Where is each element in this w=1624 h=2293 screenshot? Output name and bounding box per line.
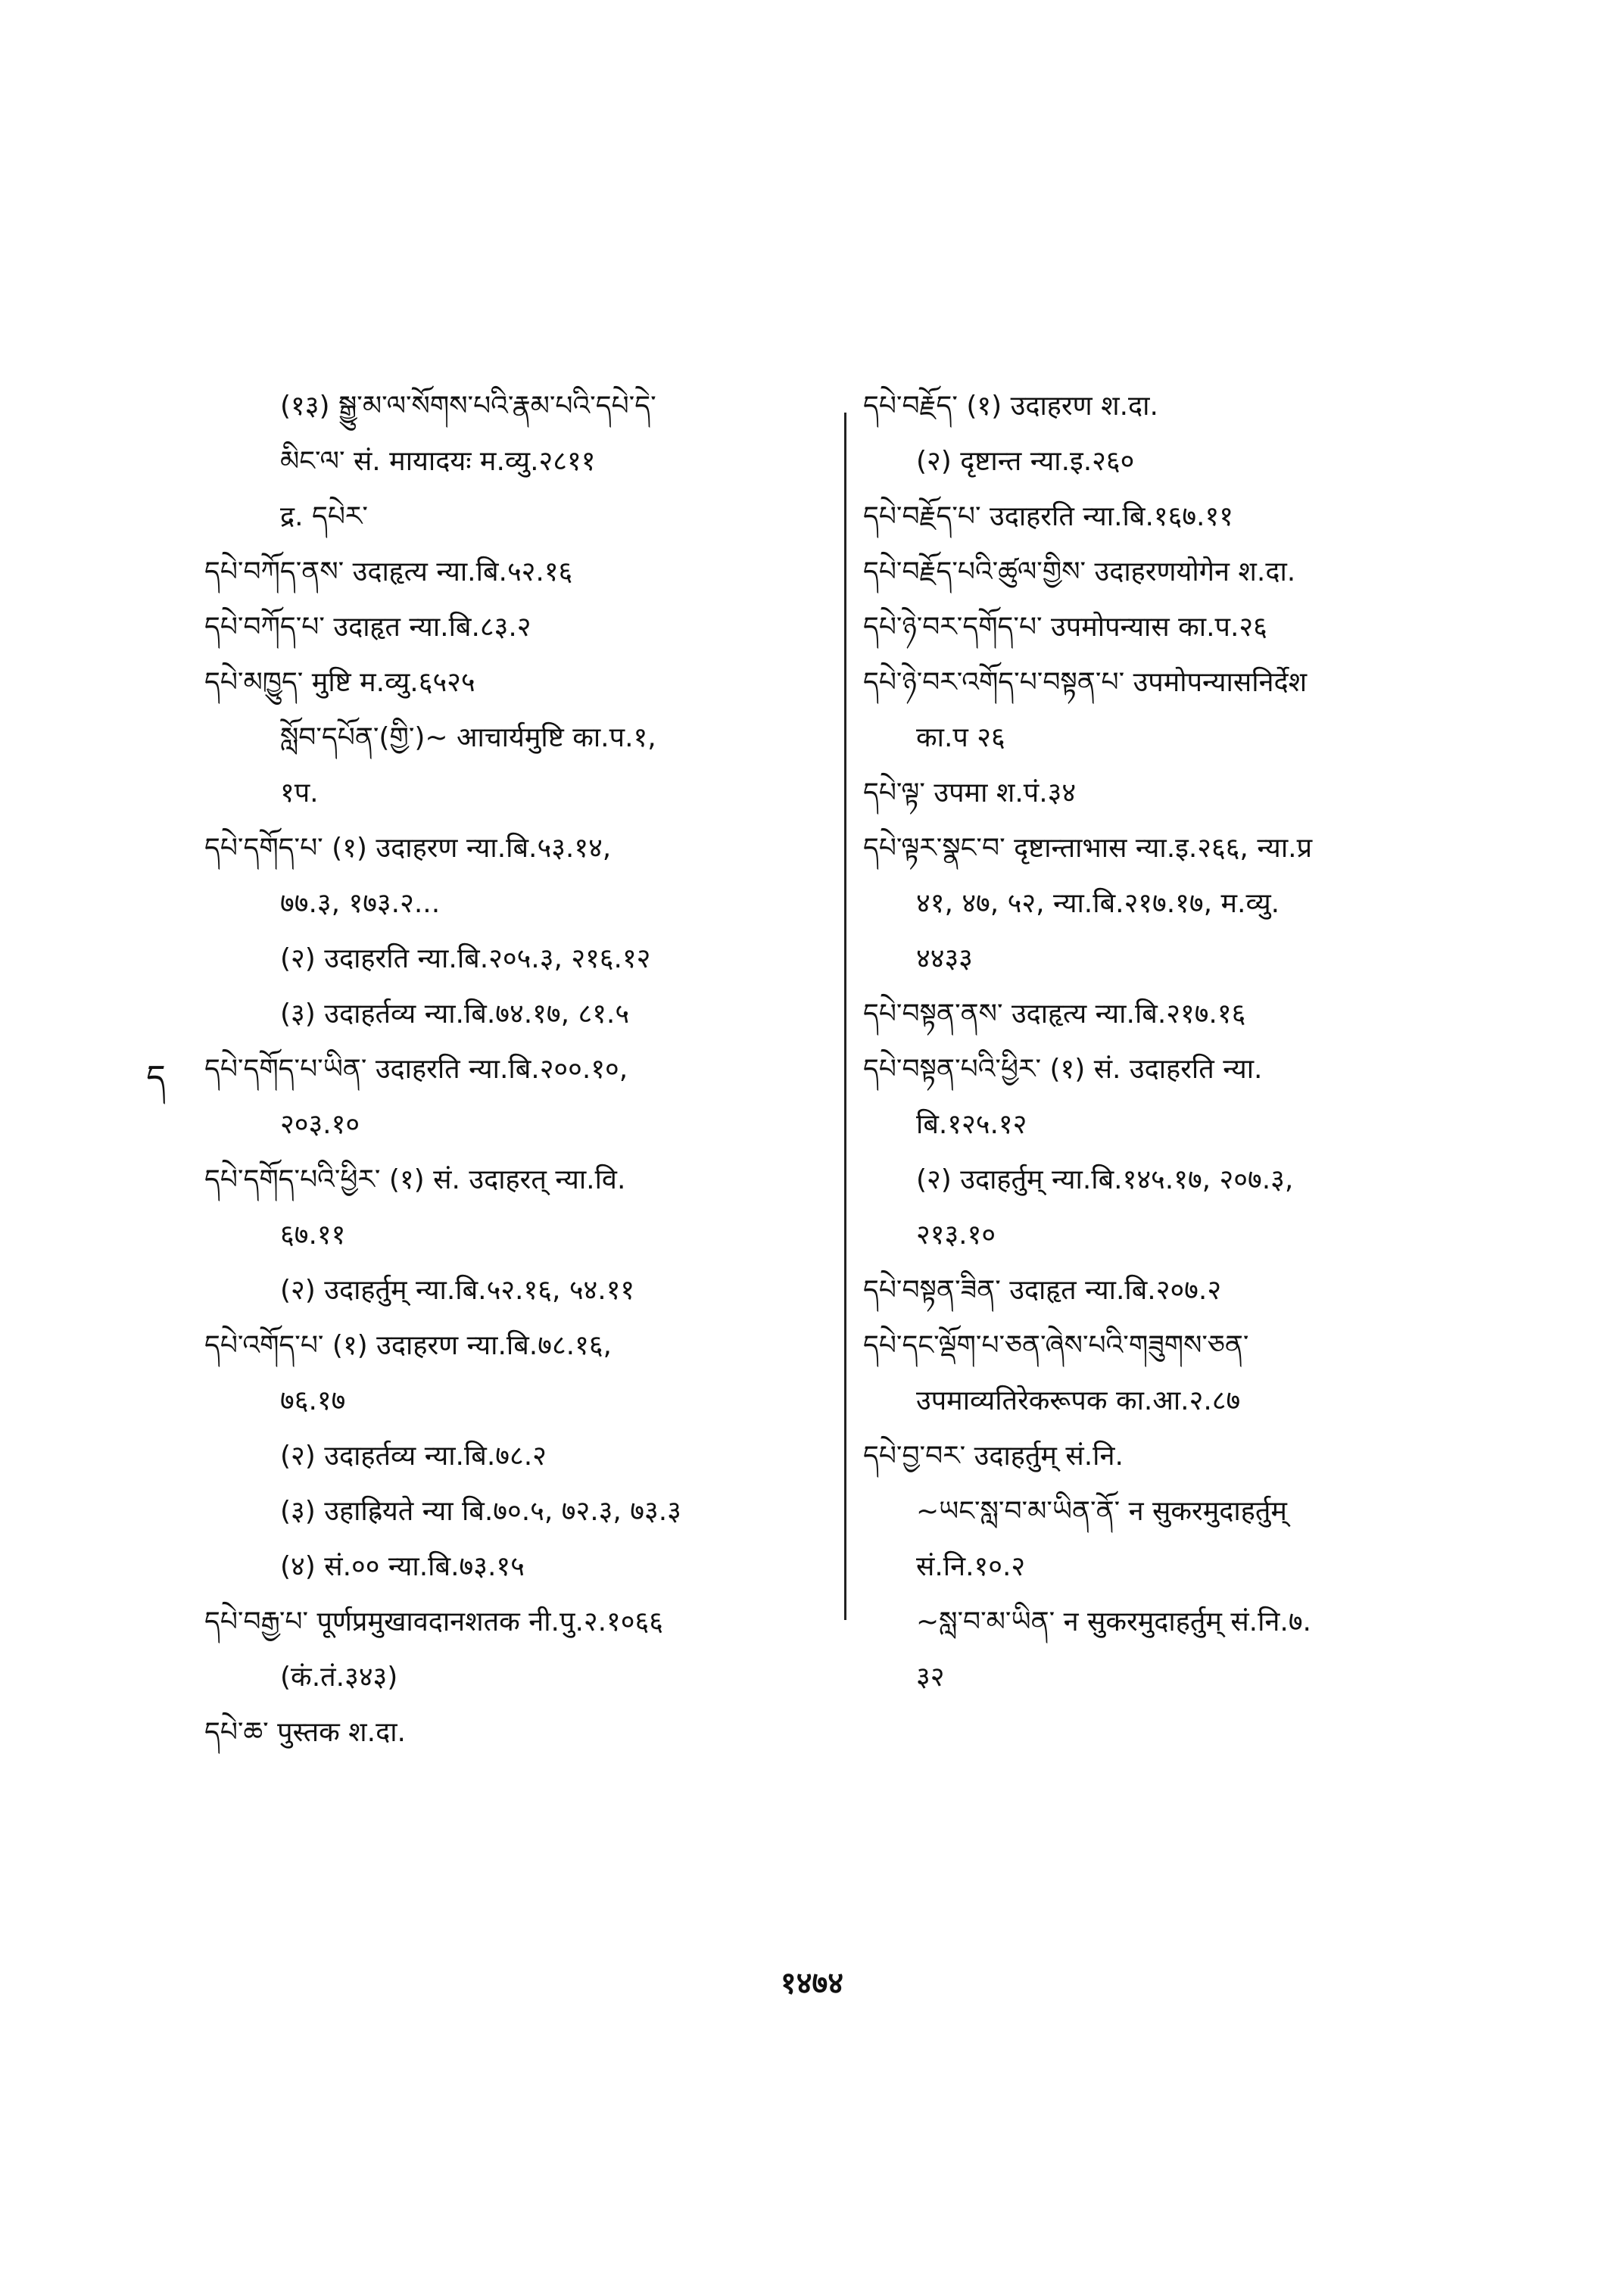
- entry-line: དཔེ་དགོད་པ་ཡིན་ उदाहरति न्या.बि.२००.१०,: [204, 1054, 628, 1085]
- entry-line: (२) उदाहर्तुम् न्या.बि.५२.१६, ५४.११: [280, 1275, 635, 1306]
- entry-line: དཔེ་འགོད་པ་ (१) उदाहरण न्या.बि.७८.१६,: [204, 1330, 612, 1361]
- entry-line: ४४३३: [916, 943, 973, 974]
- entry-line: མིང་ལ་ सं. मायादयः म.व्यु.२८११: [280, 446, 596, 477]
- entry-line: ~ཡང་སླ་བ་མ་ཡིན་ནོ་ न सुकरमुदाहर्तुम्: [916, 1496, 1287, 1527]
- entry-line: དཔེ་བརྗོད་པ་ उदाहरति न्या.बि.१६७.११: [863, 501, 1233, 532]
- entry-line: ७७.३, १७३.२...: [280, 888, 441, 919]
- entry-line: ६७.११: [280, 1220, 346, 1251]
- entry-line: དཔེ་བསྟན་ནས་ उदाहृत्य न्या.बि.२१७.१६: [863, 999, 1246, 1030]
- entry-line: (३) उदाहर्तव्य न्या.बि.७४.१७, ८१.५: [280, 999, 630, 1030]
- page-number: १४७४: [780, 1966, 844, 2001]
- entry-line: དཔེ་ཉེ་བར་འགོད་པ་བསྟན་པ་ उपमोपन्यासनिर्देश: [863, 667, 1308, 698]
- entry-line: དཔེ་མཁྱུད་ मुष्टि म.व्यु.६५२५: [204, 667, 475, 698]
- entry-line: (१३) སྒྱུ་མ་ལ་སོགས་པའི་རྣམ་པའི་དཔེ་དེ་: [280, 391, 656, 422]
- entry-line: २०३.१०: [280, 1109, 360, 1140]
- side-mark: ད: [146, 1058, 166, 1097]
- entry-line: ~སླ་བ་མ་ཡིན་ न सुकरमुदाहर्तुम् सं.नि.७.: [916, 1606, 1312, 1637]
- entry-line: १प.: [280, 777, 319, 808]
- entry-line: (४) सं.०० न्या.बि.७३.१५: [280, 1551, 525, 1582]
- entry-line: सं.नि.१०.२: [916, 1551, 1026, 1582]
- entry-line: २१३.१०: [916, 1220, 996, 1251]
- entry-line: དཔེ་དགོད་པ་ (१) उदाहरण न्या.बि.५३.१४,: [204, 833, 612, 864]
- entry-line: बि.१२५.१२: [916, 1109, 1027, 1140]
- entry-line: སློབ་དཔོན་(གྱི་)~ आचार्यमुष्टि का.प.१,: [280, 722, 656, 753]
- entry-line: དཔེ་བརྗོད་པའི་ཚུལ་གྱིས་ उदाहरणयोगेन श.दा.: [863, 556, 1296, 587]
- entry-line: དཔེ་བསྟན་ཟིན་ उदाहृत न्या.बि.२०७.२: [863, 1275, 1222, 1306]
- entry-line: ७६.१७: [280, 1385, 346, 1416]
- left-column: [204, 379, 833, 1760]
- entry-line: དཔེ་བྱ་བར་ उदाहर्तुम् सं.नि.: [863, 1441, 1124, 1472]
- entry-line: དཔེ་དགོད་པའི་ཕྱིར་ (१) सं. उदाहरत् न्या.वि.: [204, 1164, 626, 1195]
- entry-line: (२) उदाहर्तुम् न्या.बि.१४५.१७, २०७.३,: [916, 1164, 1294, 1195]
- entry-line: དཔེ་ལྟར་སྣང་བ་ दृष्टान्ताभास न्या.इ.२६६, न्या.प्र: [863, 833, 1313, 864]
- entry-line: དཔེ་དང་ལྡོག་པ་ཅན་ཞེས་པའི་གཟུགས་ཅན་: [863, 1330, 1249, 1361]
- entry-line: དཔེ་བསྟན་པའི་ཕྱིར་ (१) सं. उदाहरति न्या.: [863, 1054, 1263, 1085]
- entry-line: ४१, ४७, ५२, न्या.बि.२१७.१७, म.व्यु.: [916, 888, 1280, 919]
- entry-line: उपमाव्यतिरेकरूपक का.आ.२.८७: [916, 1385, 1241, 1416]
- entry-line: དཔེ་བརྗོད་ (१) उदाहरण श.दा.: [863, 391, 1158, 422]
- entry-line: དཔེ་བཀོད་པ་ उदाहृत न्या.बि.८३.२: [204, 612, 531, 643]
- entry-line: དཔེ་ཆ་ पुस्तक श.दा.: [204, 1717, 406, 1748]
- entry-line: (३) उहाह्रियते न्या बि.७०.५, ७२.३, ७३.३: [280, 1496, 681, 1527]
- right-column: [863, 379, 1484, 1705]
- entry-line: द्र. དཔེར་: [280, 501, 368, 532]
- entry-line: (२) उदाहरति न्या.बि.२०५.३, २१६.१२: [280, 943, 651, 974]
- entry-line: का.प २६: [916, 722, 1005, 753]
- entry-line: དཔེ་ཉེ་བར་དགོད་པ་ उपमोपन्यास का.प.२६: [863, 612, 1267, 643]
- entry-line: དཔེ་ལྟ་ उपमा श.पं.३४: [863, 777, 1077, 808]
- entry-line: དཔེ་བརྒྱ་པ་ पूर्णप्रमुखावदानशतक नी.पु.२.१०६६: [204, 1606, 663, 1637]
- entry-line: དཔེ་བཀོད་ནས་ उदाहृत्य न्या.बि.५२.१६: [204, 556, 573, 587]
- entry-line: (२) दृष्टान्त न्या.इ.२६०: [916, 446, 1135, 477]
- entry-line: (२) उदाहर्तव्य न्या.बि.७८.२: [280, 1441, 547, 1472]
- entry-line: (कं.तं.३४३): [280, 1662, 398, 1693]
- entry-line: ३२: [916, 1662, 945, 1693]
- column-divider: [844, 413, 846, 1620]
